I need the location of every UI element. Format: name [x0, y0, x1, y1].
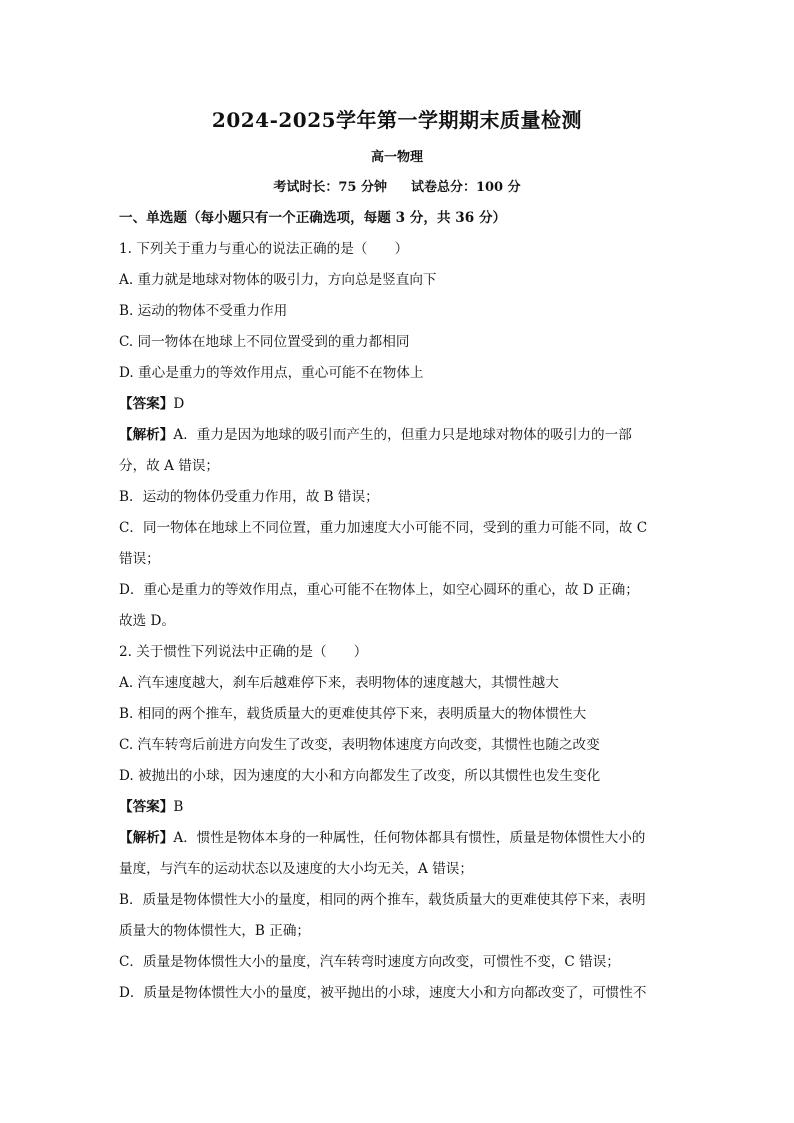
question-2-option-c: C. 汽车转弯后前进方向发生了改变，表明物体速度方向改变，其惯性也随之改变 [119, 737, 600, 753]
analysis-line: C．同一物体在地球上不同位置，重力加速度大小可能不同，受到的重力可能不同，故 C [119, 520, 648, 536]
question-1-answer [119, 389, 679, 420]
question-2-option-a: A. 汽车速度越大，刹车后越难停下来，表明物体的速度越大，其惯性越大 [119, 675, 559, 691]
question-1-option-b: B. 运动的物体不受重力作用 [119, 303, 288, 319]
analysis-text: A．重力是因为地球的吸引而产生的，但重力只是地球对物体的吸引力的一部 [173, 427, 632, 443]
analysis-tag: 【解析】 [119, 830, 174, 846]
question-2-analysis [119, 823, 679, 854]
section-heading: 一、单选题（每小题只有一个正确选项，每题 3 分，共 36 分） [119, 210, 507, 226]
exam-total-score: 试卷总分：100 分 [410, 180, 521, 195]
analysis-line: C．质量是物体惯性大小的量度，汽车转弯时速度方向改变，可惯性不变，C 错误； [119, 954, 620, 970]
question-1-analysis [119, 420, 679, 451]
answer-tag: 【答案】 [119, 799, 174, 815]
analysis-line: 量度，与汽车的运动状态以及速度的大小均无关，A 错误； [119, 861, 473, 877]
question-2-option-d: D. 被抛出的小球，因为速度的大小和方向都发生了改变，所以其惯性也发生变化 [119, 768, 601, 784]
exam-info [0, 176, 794, 195]
analysis-text: A．惯性是物体本身的一种属性，任何物体都具有惯性，质量是物体惯性大小的 [173, 830, 646, 846]
question-2-answer [119, 792, 679, 823]
question-1-option-d: D. 重心是重力的等效作用点，重心可能不在物体上 [119, 365, 424, 381]
question-2-stem: 2. 关于惯性下列说法中正确的是（ ） [119, 644, 368, 660]
question-2-option-b: B. 相同的两个推车，载货质量大的更难使其停下来，表明质量大的物体惯性大 [119, 706, 587, 722]
question-1-option-c: C. 同一物体在地球上不同位置受到的重力都相同 [119, 334, 410, 350]
exam-duration: 考试时长：75 分钟 [273, 180, 387, 195]
question-1-option-a: A. 重力就是地球对物体的吸引力，方向总是竖直向下 [119, 272, 437, 288]
analysis-line: B．运动的物体仍受重力作用，故 B 错误； [119, 489, 379, 505]
analysis-line: 质量大的物体惯性大，B 正确； [119, 923, 311, 939]
analysis-line: 错误； [119, 551, 160, 567]
exam-subject: 高一物理 [370, 150, 423, 165]
analysis-tag: 【解析】 [119, 427, 174, 443]
question-1-stem: 1. 下列关于重力与重心的说法正确的是（ ） [119, 241, 409, 257]
answer-value: D [173, 396, 185, 412]
exam-content [119, 203, 679, 1009]
analysis-line: B．质量是物体惯性大小的量度，相同的两个推车，载货质量大的更难使其停下来，表明 [119, 892, 646, 908]
analysis-line: D．质量是物体惯性大小的量度，被平抛出的小球，速度大小和方向都改变了，可惯性不 [119, 985, 647, 1001]
exam-title: 2024-2025学年第一学期期末质量检测 [211, 108, 583, 132]
analysis-line: D．重心是重力的等效作用点，重心可能不在物体上，如空心圆环的重心，故 D 正确； [119, 582, 639, 598]
analysis-line: 分，故 A 错误； [119, 458, 220, 474]
analysis-line: 故选 D。 [119, 613, 176, 629]
answer-tag: 【答案】 [119, 396, 174, 412]
answer-value: B [173, 799, 184, 815]
